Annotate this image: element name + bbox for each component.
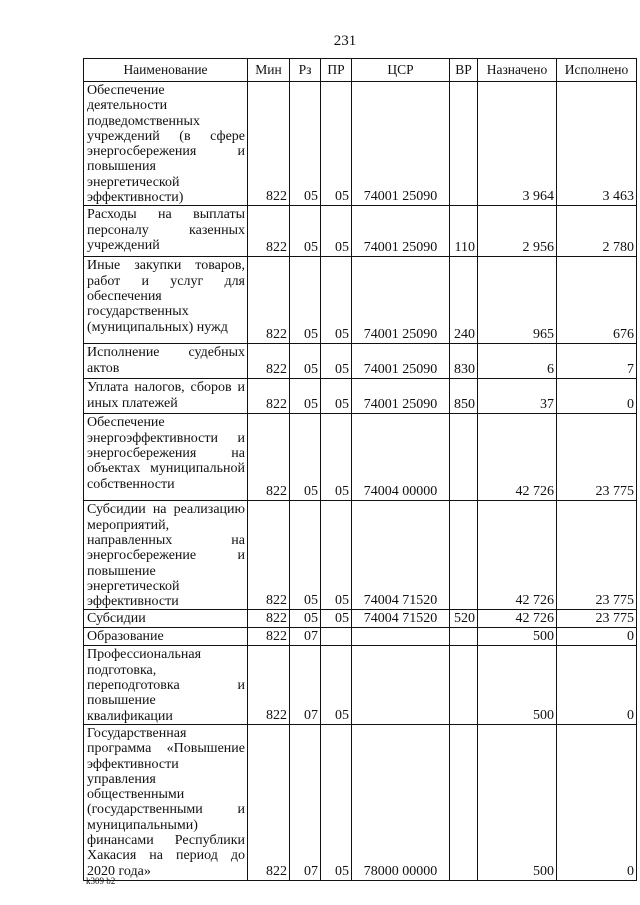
row-vr [450,82,478,206]
row-vr [450,414,478,501]
row-executed: 7 [557,344,637,379]
row-csr: 74004 00000 [352,414,450,501]
table-row [84,501,637,610]
row-name: Профессиональная подготовка, переподготовка и повышение квалификации [84,646,248,724]
row-pr: 05 [321,206,352,257]
row-rz: 07 [290,628,321,646]
row-rz: 05 [290,501,321,610]
row-assigned: 6 [478,344,557,379]
row-executed: 23 775 [557,501,637,610]
header-vr: ВР [450,59,478,82]
row-name: Расходы на выплаты персоналу казенных учреждений [84,206,248,257]
row-executed: 3 463 [557,82,637,206]
row-assigned: 42 726 [478,501,557,610]
table-row [84,414,637,501]
row-name: Иные закупки товаров, работ и услуг для обеспечения государственных (муниципальных) нужд [84,257,248,344]
row-executed: 0 [557,379,637,414]
row-vr [450,501,478,610]
row-min: 822 [248,501,290,610]
row-pr [321,628,352,646]
row-name: Образование [84,628,248,646]
row-csr: 74004 71520 [352,501,450,610]
row-pr: 05 [321,646,352,724]
row-assigned: 42 726 [478,414,557,501]
row-min: 822 [248,414,290,501]
row-name: Исполнение судебных актов [84,344,248,379]
row-min: 822 [248,379,290,414]
row-pr: 05 [321,379,352,414]
row-min: 822 [248,82,290,206]
row-csr: 74001 25090 [352,344,450,379]
header-csr: ЦСР [352,59,450,82]
header-executed: Исполнено [557,59,637,82]
row-executed: 23 775 [557,414,637,501]
row-min: 822 [248,257,290,344]
row-pr: 05 [321,257,352,344]
row-vr [450,724,478,880]
row-vr [450,628,478,646]
row-pr: 05 [321,501,352,610]
row-vr: 110 [450,206,478,257]
row-csr: 74001 25090 [352,379,450,414]
row-assigned: 42 726 [478,610,557,628]
row-name: Государственная программа «Повышение эффективности управления общественными (государственными и муниципальными) финансами Республики Хакасия на период до 2020 года» [84,724,248,880]
table-row [84,82,637,206]
table-row [84,610,637,628]
row-vr [450,646,478,724]
row-assigned: 500 [478,724,557,880]
row-csr [352,646,450,724]
table-row [84,724,637,880]
table-row [84,379,637,414]
row-assigned: 500 [478,628,557,646]
row-min: 822 [248,206,290,257]
row-min: 822 [248,344,290,379]
row-executed: 676 [557,257,637,344]
row-rz: 05 [290,379,321,414]
row-name: Обеспечение энергоэффективности и энергосбережения на объектах муниципальной собственности [84,414,248,501]
row-pr: 05 [321,82,352,206]
budget-table [83,58,637,881]
row-rz: 05 [290,414,321,501]
row-assigned: 500 [478,646,557,724]
row-assigned: 37 [478,379,557,414]
row-rz: 05 [290,610,321,628]
row-executed: 0 [557,724,637,880]
table-row [84,257,637,344]
row-vr: 240 [450,257,478,344]
row-name: Субсидии на реализацию мероприятий, направленных на энергосбережение и повышение энергетической эффективности [84,501,248,610]
row-rz: 07 [290,646,321,724]
row-csr: 78000 00000 [352,724,450,880]
footer-code: k309 b2 [86,876,116,886]
table-row [84,628,637,646]
row-name: Субсидии [84,610,248,628]
row-rz: 05 [290,344,321,379]
row-pr: 05 [321,610,352,628]
row-pr: 05 [321,414,352,501]
row-name: Обеспечение деятельности подведомственных учреждений (в сфере энергосбережения и повышения энергетической эффективности) [84,82,248,206]
row-vr: 520 [450,610,478,628]
row-pr: 05 [321,344,352,379]
row-min: 822 [248,724,290,880]
header-min: Мин [248,59,290,82]
row-rz: 05 [290,206,321,257]
row-vr: 850 [450,379,478,414]
page-number: 231 [333,33,357,49]
row-pr: 05 [321,724,352,880]
table-row [84,206,637,257]
row-csr [352,628,450,646]
header-name: Наименование [84,59,248,82]
row-rz: 05 [290,82,321,206]
row-assigned: 965 [478,257,557,344]
row-executed: 0 [557,628,637,646]
row-min: 822 [248,610,290,628]
row-vr: 830 [450,344,478,379]
row-rz: 07 [290,724,321,880]
row-csr: 74001 25090 [352,206,450,257]
table-row [84,646,637,724]
row-executed: 2 780 [557,206,637,257]
row-executed: 23 775 [557,610,637,628]
header-pr: ПР [321,59,352,82]
row-rz: 05 [290,257,321,344]
row-min: 822 [248,646,290,724]
row-min: 822 [248,628,290,646]
header-rz: Рз [290,59,321,82]
row-csr: 74001 25090 [352,257,450,344]
row-csr: 74001 25090 [352,82,450,206]
row-assigned: 3 964 [478,82,557,206]
table-row [84,344,637,379]
header-assigned: Назначено [478,59,557,82]
row-csr: 74004 71520 [352,610,450,628]
row-assigned: 2 956 [478,206,557,257]
row-executed: 0 [557,646,637,724]
row-name: Уплата налогов, сборов и иных платежей [84,379,248,414]
header-row [84,59,637,82]
